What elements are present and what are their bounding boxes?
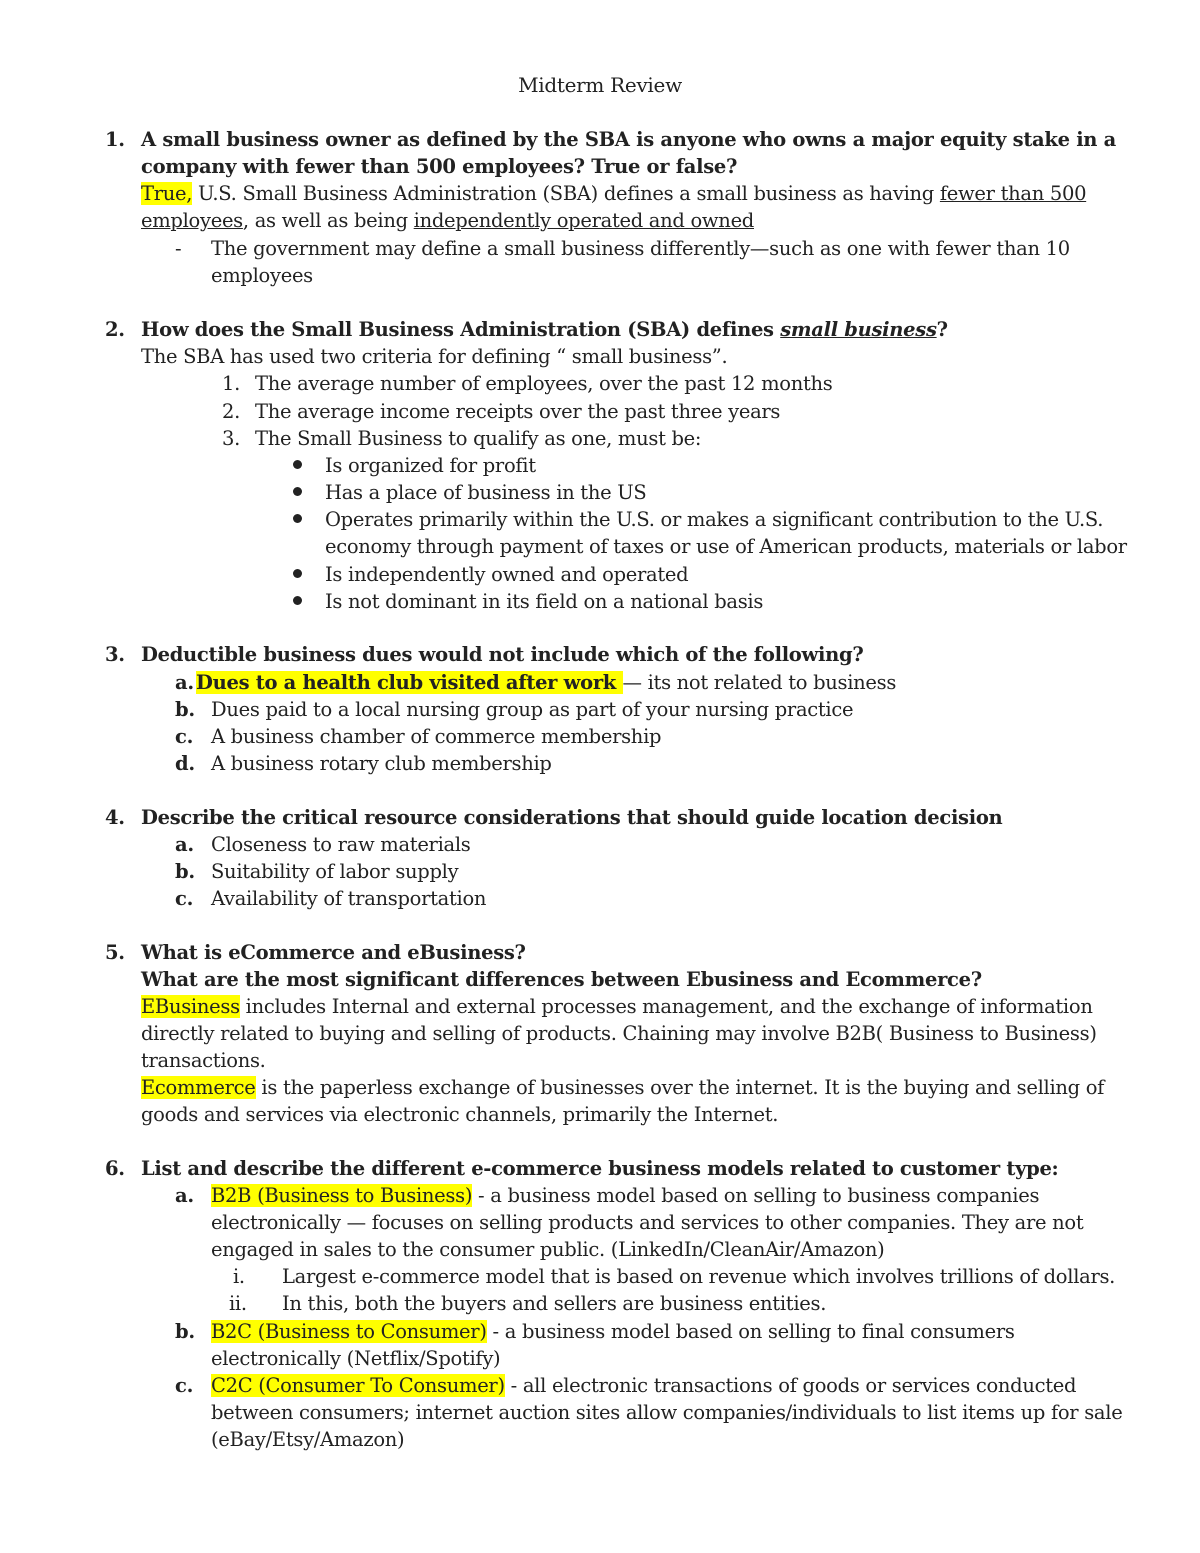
q3-option-a bbox=[196, 669, 896, 696]
q2-question-italic: small business bbox=[780, 318, 937, 341]
q6-option-a-line3: engaged in sales to the consumer public. (LinkedIn/CleanAir/Amazon) bbox=[211, 1238, 885, 1261]
q6-number: 6. bbox=[105, 1157, 125, 1180]
q2-bullet-1: Is organized for profit bbox=[325, 454, 536, 477]
q5-question-2: What are the most significant differences between Ebusiness and Ecommerce? bbox=[141, 968, 982, 991]
q4-number: 4. bbox=[105, 806, 125, 829]
q3-number: 3. bbox=[105, 643, 125, 666]
q6-b2c-highlight: B2C (Business to Consumer) bbox=[211, 1320, 487, 1343]
q2-question-mark: ? bbox=[936, 318, 948, 341]
q6-option-a-label: a. bbox=[175, 1184, 194, 1207]
q5-question-1: What is eCommerce and eBusiness? bbox=[141, 941, 526, 964]
q5-ebusiness-highlight: EBusiness bbox=[141, 995, 240, 1018]
q2-bullet-2: Has a place of business in the US bbox=[325, 481, 647, 504]
q5-ecommerce-highlight: Ecommerce bbox=[141, 1076, 256, 1099]
q6-b2b-text: - a business model based on selling to business companies bbox=[472, 1184, 1040, 1207]
q3-option-d-label: d. bbox=[175, 752, 195, 775]
q1-highlight-true: True, bbox=[141, 182, 193, 205]
q6-sub-ii-label: ii. bbox=[229, 1292, 247, 1315]
q1-answer-underline2: employees bbox=[141, 209, 243, 232]
q5-number: 5. bbox=[105, 941, 125, 964]
page-title: Midterm Review bbox=[518, 73, 682, 97]
q2-item-1: The average number of employees, over the past 12 months bbox=[255, 372, 833, 395]
q1-question-line1: A small business owner as defined by the SBA is anyone who owns a major equity stake in a bbox=[141, 128, 1116, 151]
q2-bullet-3-line2: economy through payment of taxes or use of American products, materials or labor bbox=[325, 535, 1127, 558]
q5-ecommerce-line1 bbox=[141, 1074, 1104, 1101]
q2-item-3: The Small Business to qualify as one, must be: bbox=[255, 427, 702, 450]
q1-answer-text2: , as well as being bbox=[242, 209, 414, 232]
bullet-icon bbox=[293, 596, 302, 605]
q6-sub-i: Largest e-commerce model that is based on revenue which involves trillions of dollars. bbox=[282, 1265, 1116, 1288]
q4-option-c-label: c. bbox=[175, 887, 194, 910]
q1-answer-line2 bbox=[141, 207, 754, 234]
q3-option-d: A business rotary club membership bbox=[211, 752, 552, 775]
q4-question: Describe the critical resource considerations that should guide location decision bbox=[141, 806, 1003, 829]
q2-intro: The SBA has used two criteria for defining “ small business”. bbox=[141, 345, 728, 368]
q3-option-a-label: a. bbox=[175, 671, 194, 694]
q3-option-b-label: b. bbox=[175, 698, 195, 721]
q6-option-a-line1 bbox=[211, 1182, 1039, 1209]
q2-item-num-3: 3. bbox=[222, 427, 241, 450]
q3-question: Deductible business dues would not include which of the following? bbox=[141, 643, 864, 666]
q6-option-c-line1 bbox=[211, 1372, 1076, 1399]
q6-b2c-text: - a business model based on selling to final consumers bbox=[486, 1320, 1015, 1343]
q6-option-c-line2: between consumers; internet auction sites allow companies/individuals to list items up for sale bbox=[211, 1401, 1123, 1424]
bullet-icon bbox=[293, 569, 302, 578]
q5-ebusiness-text: includes Internal and external processes management, and the exchange of information bbox=[239, 995, 1093, 1018]
q4-option-a: Closeness to raw materials bbox=[211, 833, 471, 856]
q5-ebusiness-line1 bbox=[141, 993, 1093, 1020]
q3-option-a-highlight: Dues to a health club visited after work bbox=[196, 671, 623, 694]
q5-ebusiness-line3: transactions. bbox=[141, 1049, 266, 1072]
q1-answer-text: U.S. Small Business Administration (SBA) defines a small business as having bbox=[192, 182, 940, 205]
q6-option-c-label: c. bbox=[175, 1374, 194, 1397]
q6-option-a-line2: electronically — focuses on selling products and services to other companies. They are not bbox=[211, 1211, 1084, 1234]
q6-option-b-line1 bbox=[211, 1318, 1015, 1345]
q2-number: 2. bbox=[105, 318, 125, 341]
q3-option-b: Dues paid to a local nursing group as part of your nursing practice bbox=[211, 698, 854, 721]
q6-option-b-line2: electronically (Netflix/Spotify) bbox=[211, 1347, 501, 1370]
q6-option-b-label: b. bbox=[175, 1320, 195, 1343]
q4-option-b: Suitability of labor supply bbox=[211, 860, 459, 883]
q6-c2c-highlight: C2C (Consumer To Consumer) bbox=[211, 1374, 505, 1397]
q1-dash: - bbox=[175, 237, 182, 260]
q3-option-c-label: c. bbox=[175, 725, 194, 748]
q1-note-line1: The government may define a small business differently—such as one with fewer than 10 bbox=[211, 237, 1070, 260]
q6-sub-ii: In this, both the buyers and sellers are business entities. bbox=[282, 1292, 827, 1315]
q1-question-line2: company with fewer than 500 employees? True or false? bbox=[141, 155, 738, 178]
q2-bullet-4: Is independently owned and operated bbox=[325, 563, 689, 586]
q2-item-num-2: 2. bbox=[222, 400, 241, 423]
q2-bullet-5: Is not dominant in its field on a national basis bbox=[325, 590, 764, 613]
q1-answer-underline3: independently operated and owned bbox=[413, 209, 754, 232]
q1-answer-line1 bbox=[141, 180, 1086, 207]
q2-item-2: The average income receipts over the past three years bbox=[255, 400, 781, 423]
q2-question-text: How does the Small Business Administration (SBA) defines bbox=[141, 318, 781, 341]
q1-answer-underline: fewer than 500 bbox=[939, 182, 1087, 205]
q6-b2b-highlight: B2B (Business to Business) bbox=[211, 1184, 473, 1207]
bullet-icon bbox=[293, 514, 302, 523]
q6-option-c-line3: (eBay/Etsy/Amazon) bbox=[211, 1428, 405, 1451]
q6-question: List and describe the different e-commerce business models related to customer type: bbox=[141, 1157, 1059, 1180]
q6-c2c-text: - all electronic transactions of goods or services conducted bbox=[504, 1374, 1077, 1397]
q5-ecommerce-text: is the paperless exchange of businesses over the internet. It is the buying and selling of bbox=[255, 1076, 1105, 1099]
bullet-icon bbox=[293, 487, 302, 496]
q1-note-line2: employees bbox=[211, 264, 313, 287]
bullet-icon bbox=[293, 460, 302, 469]
q2-question bbox=[141, 316, 948, 343]
q5-ecommerce-line2: goods and services via electronic channels, primarily the Internet. bbox=[141, 1103, 779, 1126]
q1-number: 1. bbox=[105, 128, 125, 151]
q2-item-num-1: 1. bbox=[222, 372, 241, 395]
q4-option-a-label: a. bbox=[175, 833, 194, 856]
q5-ebusiness-line2: directly related to buying and selling of products. Chaining may involve B2B( Business to Business) bbox=[141, 1022, 1097, 1045]
q2-bullet-3-line1: Operates primarily within the U.S. or makes a significant contribution to the U.S. bbox=[325, 508, 1104, 531]
q6-sub-i-label: i. bbox=[233, 1265, 245, 1288]
q4-option-b-label: b. bbox=[175, 860, 195, 883]
q3-option-a-rest: — its not related to business bbox=[622, 671, 897, 694]
q3-option-c: A business chamber of commerce membership bbox=[211, 725, 662, 748]
q4-option-c: Availability of transportation bbox=[211, 887, 487, 910]
